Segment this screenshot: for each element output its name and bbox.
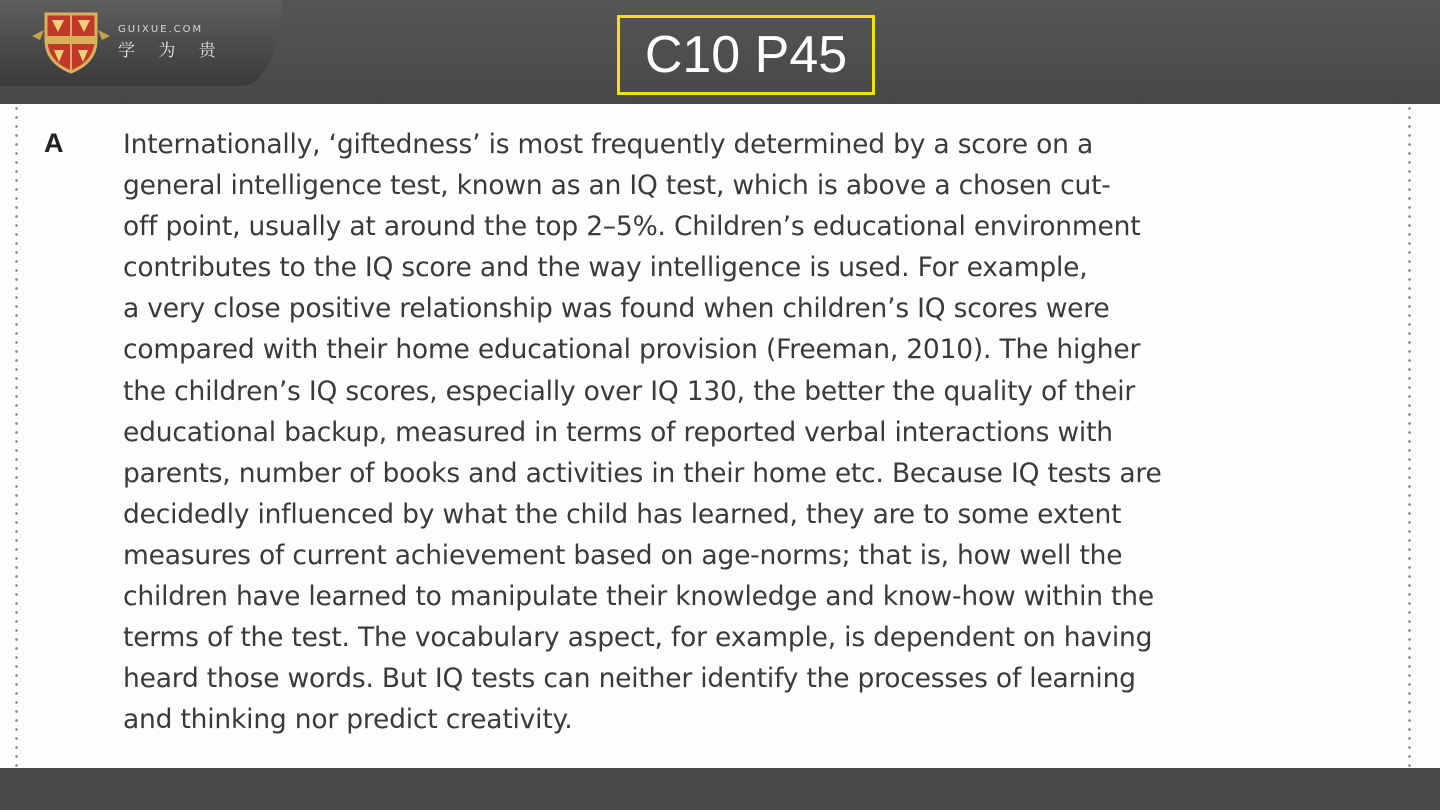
paragraph-text: [123, 124, 1413, 740]
bottom-bar: [0, 768, 1440, 810]
text-line: compared with their home educational provision (Freeman, 2010). The higher: [123, 334, 1141, 366]
brand-name-en: GUIXUE.COM: [118, 24, 204, 35]
text-line: a very close positive relationship was found when children’s IQ scores were: [123, 293, 1110, 325]
dotted-border-left: [15, 104, 18, 768]
brand-name-cn: 学 为 贵: [118, 41, 225, 61]
text-line: off point, usually at around the top 2–5%. Children’s educational environment: [123, 211, 1141, 243]
logo-panel: [0, 0, 282, 86]
paragraph-label: A: [44, 128, 64, 158]
text-line: Internationally, ‘giftedness’ is most frequently determined by a score on a: [123, 129, 1093, 160]
text-line: parents, number of books and activities in their home etc. Because IQ tests are: [123, 457, 1162, 489]
text-line: measures of current achievement based on age-norms; that is, how well the: [123, 539, 1123, 571]
text-line: general intelligence test, known as an IQ test, which is above a chosen cut-: [123, 170, 1111, 202]
text-line: educational backup, measured in terms of reported verbal interactions with: [123, 416, 1113, 448]
text-line: children have learned to manipulate their knowledge and know-how within the: [123, 581, 1154, 613]
top-bar: [0, 0, 1440, 104]
crest-logo-icon: [30, 6, 112, 76]
text-line: contributes to the IQ score and the way intelligence is used. For example,: [123, 252, 1088, 284]
page-title: C10 P45: [617, 15, 875, 95]
text-line: terms of the test. The vocabulary aspect, for example, is dependent on having: [123, 622, 1153, 654]
text-line: and thinking nor predict creativity.: [123, 704, 573, 736]
text-line: decidedly influenced by what the child has learned, they are to some extent: [123, 498, 1122, 530]
text-line: heard those words. But IQ tests can neither identify the processes of learning: [123, 663, 1136, 695]
text-line: the children’s IQ scores, especially over IQ 130, the better the quality of their: [123, 375, 1136, 407]
